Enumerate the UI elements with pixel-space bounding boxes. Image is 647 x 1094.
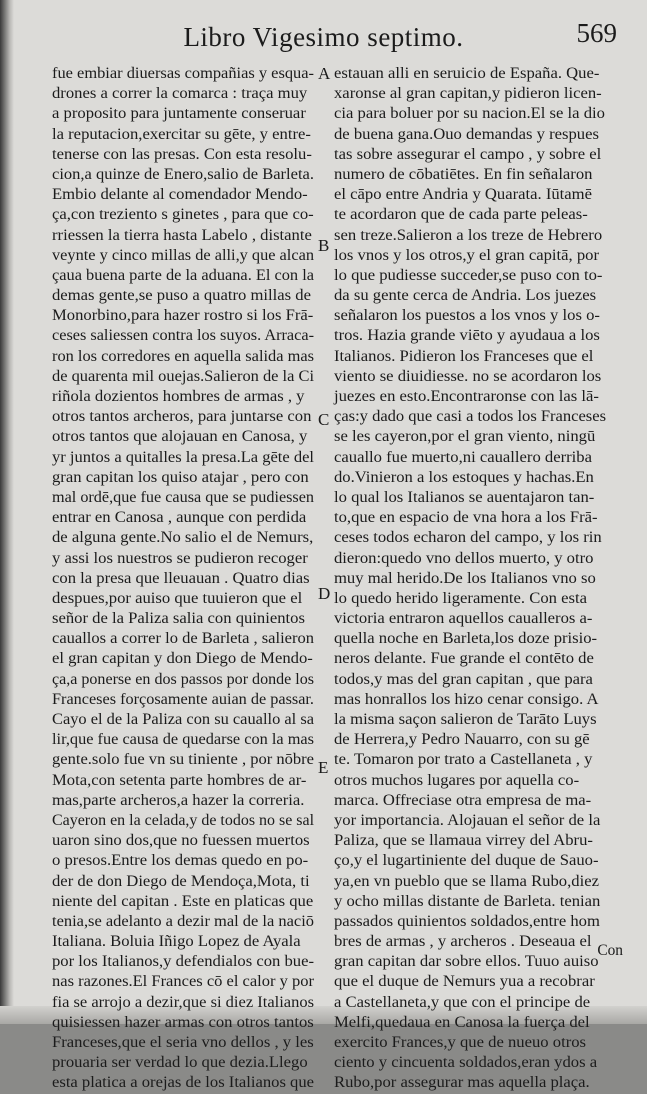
- text-line: te acordaron que de cada parte peleas-: [334, 206, 588, 224]
- text-line: con la presa que lleuauan . Quatro dias: [52, 569, 310, 587]
- page-number: 569: [576, 18, 617, 48]
- text-line: ceses todos echaron del campo, y los rin: [334, 529, 602, 547]
- text-line: tenerse con las presas. Con esta resolu-: [52, 145, 312, 163]
- text-line: la reputacion,exercitar su gēte, y entre-: [52, 125, 311, 143]
- text-line: de Herrera,y Pedro Nauarro, con su gē: [334, 731, 590, 749]
- text-line: quisiessen hazer armas con otros tantos: [52, 1013, 314, 1031]
- text-line: cia para boluer por su nacion.El se la dio: [334, 105, 605, 123]
- text-line: da su gente cerca de Andria. Los juezes: [334, 287, 597, 305]
- text-line: los vnos y los otros,y el gran capitā, por: [334, 246, 599, 264]
- text-line: entrar en Canosa , aunque con perdida: [52, 509, 307, 527]
- text-line: victoria entraron aquellos caualleros a-: [334, 610, 593, 628]
- text-line: de buena gana.Ouo demandas y respues: [334, 125, 599, 143]
- left-column: [52, 64, 314, 1094]
- text-line: Cayo el de la Paliza con su cauallo al sa: [52, 711, 314, 728]
- text-line: Rubo,por assegurar mas aquella plaça.: [334, 1074, 590, 1092]
- text-line: marca. Offreciase otra empresa de ma-: [334, 791, 592, 809]
- text-line: que el duque de Nemurs yua a recobrar: [334, 973, 595, 991]
- text-line: a proposito para juntamente conseruar: [52, 105, 306, 123]
- text-line: ciento y cincuenta soldados,eran ydos a: [334, 1054, 598, 1072]
- margin-letter-a: A: [318, 64, 331, 83]
- text-line: tenia,se adelanto a dezir mal de la naciō: [52, 912, 314, 930]
- text-line: sen treze.Salieron a los treze de Hebrero: [334, 226, 603, 244]
- text-line: Franceses forçosamente auian de passar.: [52, 690, 314, 708]
- text-line: veynte y cinco millas de alli,y que alcan: [52, 246, 314, 264]
- text-line: xaronse al gran capitan,y pidieron licen-: [334, 85, 602, 103]
- text-line: mal ordē,que fue causa que se pudiessen: [52, 488, 314, 506]
- text-line: la misma saçon salieron de Tarāto Luys: [334, 711, 597, 728]
- text-line: tas sobre assegurar el campo , y sobre el: [334, 145, 602, 163]
- text-line: Monorbino,para hazer rostro si los Frā-: [52, 307, 314, 325]
- text-line: exercito Frances,y que de nueuo otros: [334, 1034, 587, 1051]
- text-line: dieron:quedo vno dellos muerto, y otro: [334, 549, 594, 567]
- text-line: cion,a quinze de Enero,salio de Barleta.: [52, 165, 314, 183]
- text-line: fue embiar diuersas compañias y esqua-: [52, 65, 314, 82]
- text-line: ron los corredores en aquella salida mas: [52, 347, 314, 365]
- text-line: mas honrallos los hizo cenar consigo. A: [334, 690, 599, 708]
- text-line: quella noche en Barleta,los doze prisio-: [334, 630, 598, 648]
- text-line: lo quedo herido ligeramente. Con esta: [334, 589, 587, 607]
- margin-letter-b: B: [318, 236, 330, 255]
- text-line: to,que en espacio de vna hora a los Frā-: [334, 509, 598, 527]
- text-line: passados quinientos soldados,entre hom: [334, 912, 600, 930]
- text-line: muy mal herido.De los Italianos vno so: [334, 569, 596, 587]
- text-line: despues,por auiso que tuuieron que el: [52, 589, 303, 607]
- text-line: Cayeron en la celada,y de todos no se sal: [52, 811, 314, 829]
- text-line: rriessen la tierra hasta Labelo , distante: [52, 226, 312, 244]
- text-line: y ocho millas distante de Barleta. tenian: [334, 892, 601, 910]
- running-title: Libro Vigesimo septimo.: [183, 22, 464, 52]
- text-line: mas,parte archeros,a hazer la correria.: [52, 791, 305, 809]
- text-line: ça,con treziento s ginetes , para que co-: [52, 206, 314, 224]
- text-line: por los Italianos,y defendialos con bue-: [52, 953, 314, 971]
- text-line: demas gente,se puso a quatro millas de: [52, 287, 311, 305]
- text-line: Mota,con setenta parte hombres de ar-: [52, 771, 307, 789]
- text-line: cauallo fue muerto,ni cauallero derriba: [334, 448, 592, 466]
- text-line: o presos.Entre los demas quedo en po-: [52, 852, 309, 870]
- text-line: de quarenta mil ouejas.Salieron de la Ci: [52, 367, 314, 385]
- text-line: te. Tomaron por trato a Castellaneta , y: [334, 751, 593, 769]
- text-line: cauallos a correr lo de Barleta , salieron: [52, 630, 314, 648]
- text-line: neros delante. Fue grande el contēto de: [334, 650, 594, 668]
- text-line: der de don Diego de Mendoça,Mota, ti: [52, 872, 310, 890]
- text-line: estauan alli en seruicio de España. Que-: [334, 65, 600, 82]
- text-line: a Castellaneta,y que con el principe de: [334, 993, 591, 1011]
- text-line: yor importancia. Alojauan el señor de la: [334, 811, 601, 829]
- text-line: esta platica a orejas de los Italianos que: [52, 1074, 314, 1092]
- text-line: ça,a ponerse en dos passos por donde los: [52, 670, 314, 688]
- text-line: tros. Hazia grande viēto y ayudaua a los: [334, 327, 600, 345]
- text-line: juezes en esto.Encontraronse con las lā-: [334, 388, 599, 405]
- text-line: Embio delante al comendador Mendo-: [52, 186, 308, 204]
- text-line: lir,que fue causa de quedarse con la mas: [52, 731, 314, 749]
- text-line: fia se arrojo a dezir,que si diez Italianos: [52, 993, 314, 1011]
- right-column: [334, 64, 606, 1094]
- text-line: se les cayeron,por el gran viento, ningū: [334, 428, 596, 446]
- text-line: ço,y el lugartiniente del duque de Sauo-: [334, 852, 599, 870]
- margin-letter-c: C: [318, 410, 330, 429]
- text-line: otros muchos lugares por aquella co-: [334, 771, 580, 789]
- text-line: prouaria ser verdad lo que dezia.Llego: [52, 1054, 308, 1072]
- text-line: ya,en vn pueblo que se llama Rubo,diez: [334, 872, 599, 890]
- text-line: do.Vinieron a los estoques y hachas.En: [334, 468, 594, 486]
- text-line: numero de cōbatiētes. En fin señalaron: [334, 165, 593, 183]
- text-line: de alguna gente.No salio el de Nemurs,: [52, 529, 314, 547]
- text-line: Franceses,que el seria vno dellos , y les: [52, 1034, 314, 1051]
- text-line: nas razones.El Frances cō el calor y por: [52, 973, 314, 991]
- text-line: el gran capitan y don Diego de Mendo-: [52, 650, 313, 668]
- text-line: ças:y dado que casi a todos los Franceses: [334, 408, 606, 426]
- text-line: y assi los nuestros se pudieron recoger: [52, 549, 308, 567]
- text-line: Italiana. Boluia Iñigo Lopez de Ayala: [52, 933, 301, 951]
- margin-letter-d: D: [318, 584, 331, 603]
- text-line: otros tantos archeros, para juntarse con: [52, 408, 312, 426]
- text-line: Melfi,quedaua en Canosa la fuerça del: [334, 1013, 590, 1031]
- text-line: lo que pudiesse succeder,se puso con to-: [334, 266, 603, 284]
- text-line: todos,y mas del gran capitan , que para: [334, 670, 593, 688]
- text-line: gran capitan los quiso atajar , pero con: [52, 468, 309, 486]
- catchword: Con: [597, 942, 623, 959]
- text-line: çaua buena parte de la aduana. El con la: [52, 266, 314, 284]
- text-line: riñola dozientos hombres de armas , y: [52, 388, 305, 405]
- text-line: otros tantos que alojauan en Canosa, y: [52, 428, 308, 446]
- text-line: lo qual los Italianos se auentajaron tan-: [334, 488, 595, 506]
- text-line: gran capitan dar sobre ellos. Tuuo auiso: [334, 953, 599, 971]
- text-line: Italianos. Pidieron los Franceses que el: [334, 347, 594, 365]
- margin-letter-e: E: [318, 758, 329, 777]
- text-line: Paliza, que se llamaua virrey del Abru-: [334, 832, 593, 850]
- text-line: drones a correr la comarca : traça muy: [52, 85, 308, 103]
- text-line: señor de la Paliza salia con quinientos: [52, 610, 305, 628]
- text-line: señalaron los puestos a los vnos y los o-: [334, 307, 600, 325]
- text-line: bres de armas , y archeros . Deseaua el: [334, 933, 592, 951]
- text-line: uaron sino dos,que no fuessen muertos: [52, 832, 310, 850]
- text-line: niente del capitan . Este en platicas que: [52, 892, 314, 910]
- text-line: el cāpo entre Andria y Quarata. Iūtamē: [334, 186, 592, 204]
- page-spine-shadow: [0, 0, 14, 1024]
- text-line: ceses saliessen contra los suyos. Arraca-: [52, 327, 314, 345]
- text-line: viento se diuidiesse. no se acordaron los: [334, 367, 602, 385]
- text-line: yr juntos a quitalles la presa.La gēte del: [52, 448, 314, 466]
- text-line: gente.solo fue vn su tiniente , por nōbre: [52, 751, 314, 769]
